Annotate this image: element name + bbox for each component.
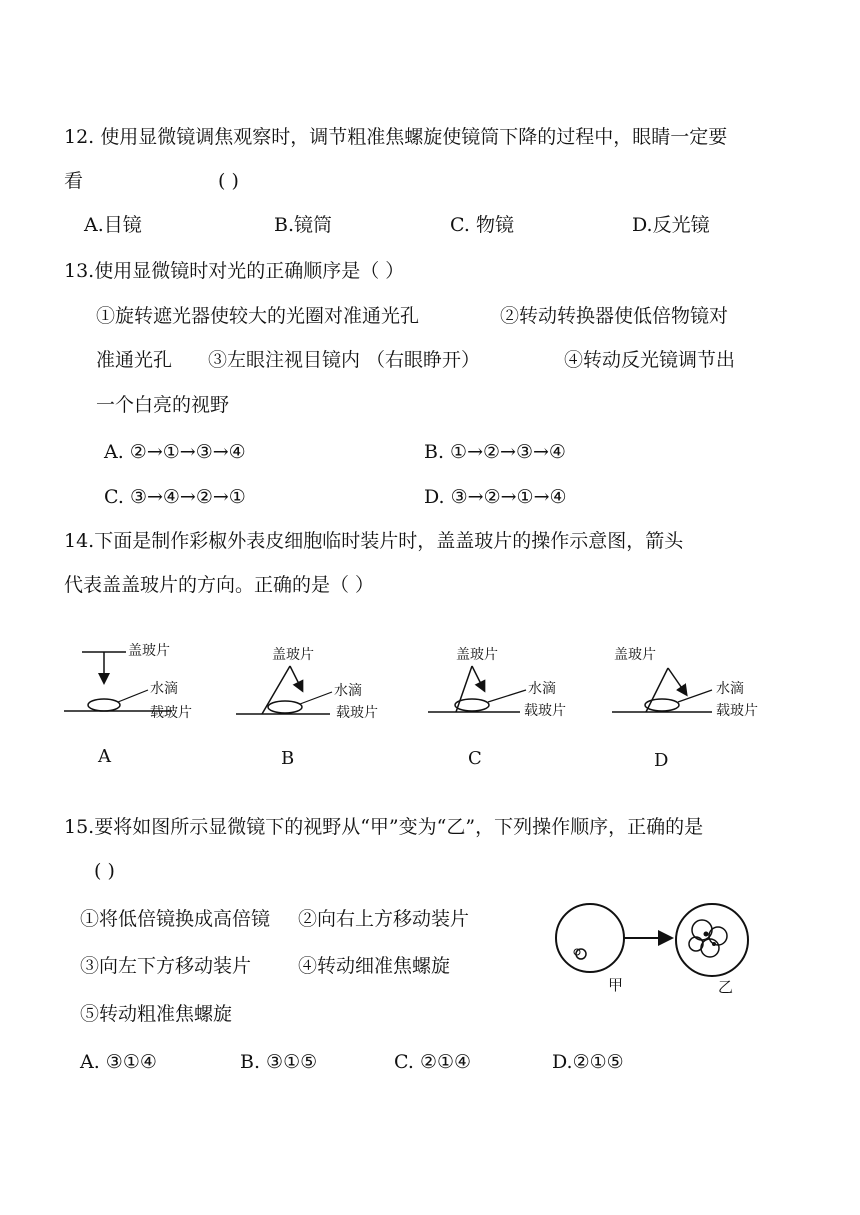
diagram-a-cover-label: 盖玻片 [128,643,170,659]
diagram-d [612,668,712,712]
q14-stem-line2: 代表盖盖玻片的方向。正确的是（ ） [64,574,375,596]
diagram-d-water-label: 水滴 [716,681,744,697]
diagram-d-letter: D [654,750,669,771]
q15-step-3: ③向左下方移动装片 [80,955,252,977]
diagram-c [428,666,526,712]
q15-step-1: ①将低倍镜换成高倍镜 [80,908,271,930]
q13-stem: 13.使用显微镜时对光的正确顺序是（ ） [64,260,405,282]
diagram-d-slide-label: 载玻片 [716,703,758,719]
q13-step-4-cont: 一个白亮的视野 [96,394,230,416]
field-jia [556,904,624,972]
q15-option-b: B. ③①⑤ [240,1051,318,1073]
diagram-b-letter: B [281,748,295,769]
q12-stem-line2: 看 [64,170,84,192]
q13-step-2: ②转动转换器使低倍物镜对 [500,305,729,327]
cell-small [576,949,586,959]
diagram-c-cover-label: 盖玻片 [456,647,498,663]
diagram-b-slide-label: 载玻片 [336,705,378,721]
q13-step-3: ③左眼注视目镜内 （右眼睁开） [208,349,481,371]
q12-stem-line1: 12. 使用显微镜调焦观察时，调节粗准焦螺旋使镜筒下降的过程中，眼睛一定要 [64,126,728,148]
q13-step-1: ①旋转遮光器使较大的光圈对准通光孔 [96,305,420,327]
field-yi-label: 乙 [718,978,734,996]
q15-option-d: D.②①⑤ [552,1051,624,1073]
field-yi [676,904,748,976]
diagram-d-cover-label: 盖玻片 [614,647,656,663]
diagram-b-water-label: 水滴 [334,683,362,699]
q15-stem-line1: 15.要将如图所示显微镜下的视野从“甲”变为“乙”，下列操作顺序，正确的是 [64,816,704,838]
q12-option-b: B.镜筒 [274,214,333,236]
q12-answer-bracket: ( ) [218,170,239,192]
q13-option-a: A. ②→①→③→④ [104,441,246,463]
diagram-a-water-label: 水滴 [150,681,178,697]
q15-option-a: A. ③①④ [80,1051,157,1073]
q13-step-4: ④转动反光镜调节出 [564,349,736,371]
q12-option-d: D.反光镜 [632,214,710,236]
q13-step-2-cont: 准通光孔 [96,349,173,371]
microscope-fields [556,904,748,976]
q13-option-d: D. ③→②→①→④ [424,486,567,508]
q15-step-2: ②向右上方移动装片 [298,908,470,930]
q15-answer-bracket: ( ) [94,860,115,882]
q12-option-a: A.目镜 [84,214,142,236]
q12-option-c: C. 物镜 [450,214,514,236]
q15-step-4: ④转动细准焦螺旋 [298,955,451,977]
diagram-b [236,666,332,714]
diagram-a-slide-label: 载玻片 [150,705,192,721]
diagram-b-cover-label: 盖玻片 [272,647,314,663]
q15-step-5: ⑤转动粗准焦螺旋 [80,1003,233,1025]
cell-large [689,920,727,957]
q13-option-b: B. ①→②→③→④ [424,441,566,463]
diagram-c-letter: C [468,748,482,769]
field-jia-label: 甲 [608,976,624,994]
q13-option-c: C. ③→④→②→① [104,486,246,508]
q15-option-c: C. ②①④ [394,1051,472,1073]
q14-stem-line1: 14.下面是制作彩椒外表皮细胞临时装片时，盖盖玻片的操作示意图，箭头 [64,530,684,552]
diagram-c-slide-label: 载玻片 [524,703,566,719]
diagram-c-water-label: 水滴 [528,681,556,697]
diagram-a-letter: A [98,746,111,767]
